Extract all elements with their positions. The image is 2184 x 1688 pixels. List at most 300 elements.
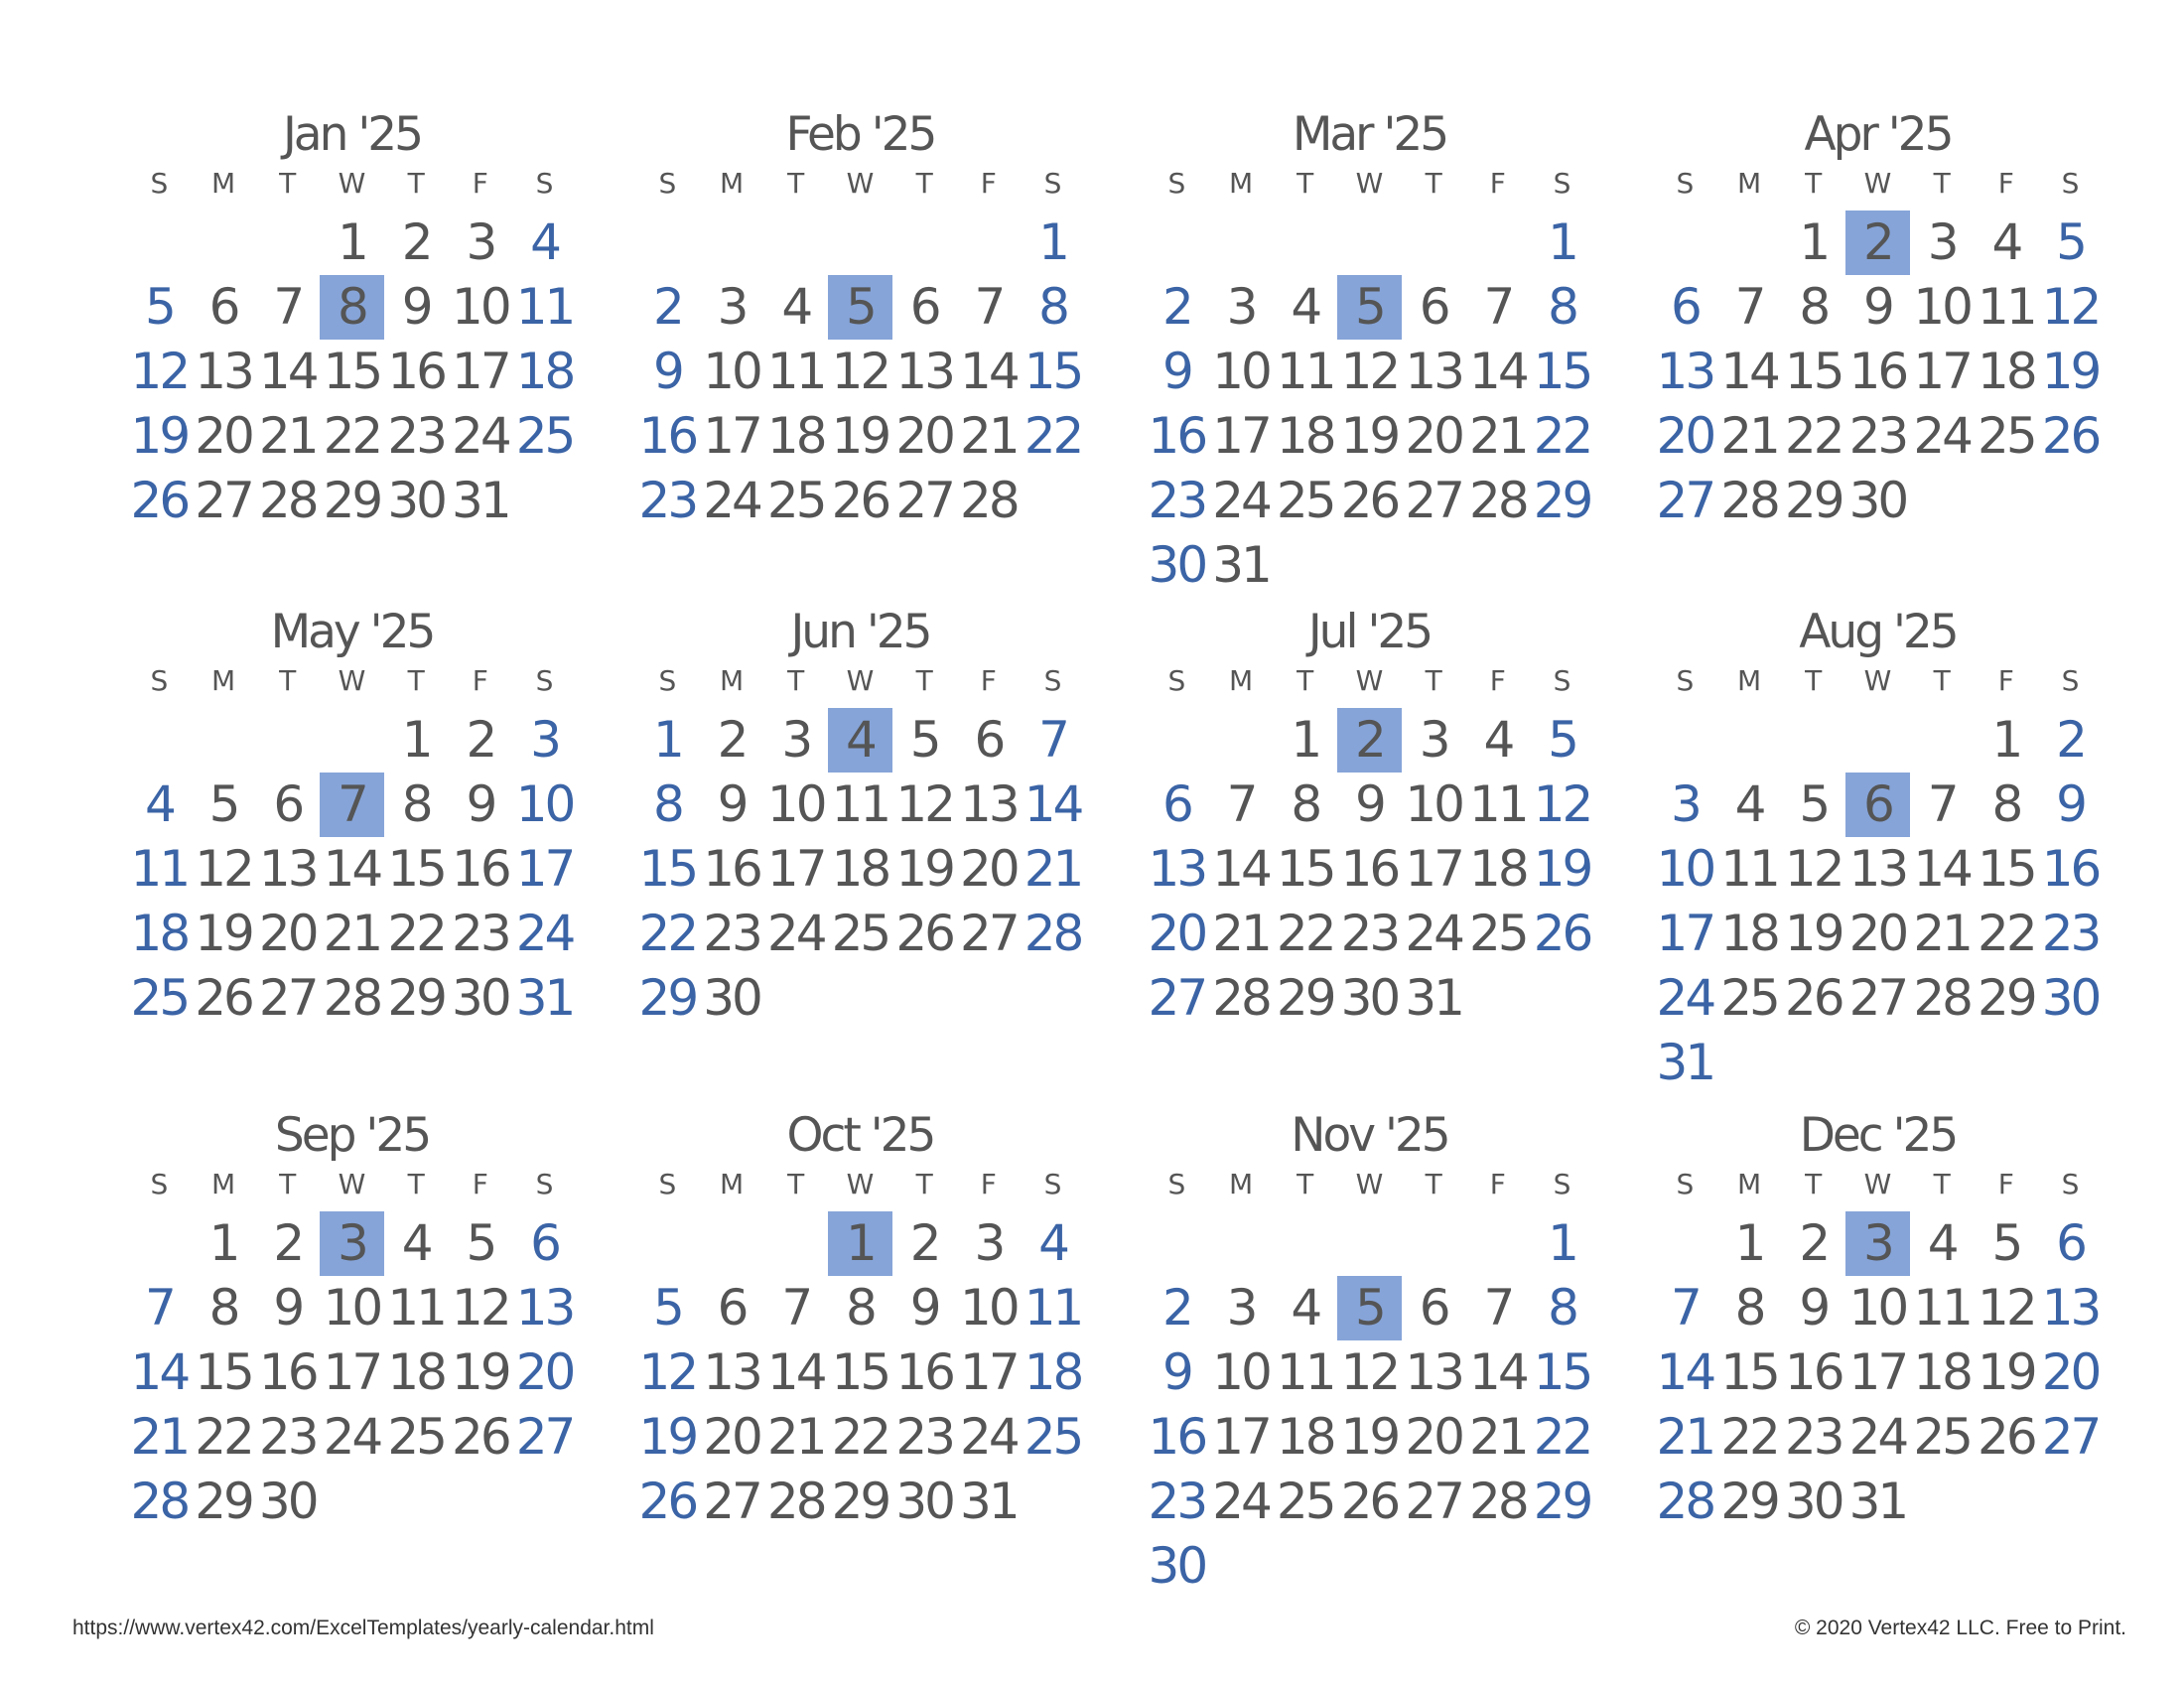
- day-cell: 22: [323, 407, 381, 465]
- day-cell: 15: [638, 840, 697, 898]
- day-cell: 13: [2041, 1279, 2100, 1336]
- day-cell: 11: [1276, 343, 1334, 400]
- day-cell: 2: [466, 711, 495, 769]
- day-cell: 17: [515, 840, 574, 898]
- day-cell: 3: [781, 711, 811, 769]
- day-cell: 15: [387, 840, 445, 898]
- weekday-label: M: [1228, 1168, 1254, 1200]
- day-cell: 13: [703, 1343, 760, 1401]
- weekday-label: T: [787, 167, 805, 200]
- day-cell: 5: [2056, 213, 2085, 271]
- day-cell: 28: [1913, 969, 1971, 1027]
- weekday-label: S: [535, 1168, 554, 1200]
- day-cell: 11: [1024, 1279, 1082, 1336]
- day-cell: 31: [452, 472, 509, 529]
- weekday-label: T: [1425, 167, 1442, 200]
- day-cell: 6: [1419, 1279, 1448, 1336]
- day-cell: 27: [195, 472, 252, 529]
- day-cell: 11: [1978, 278, 2035, 336]
- weekday-label: W: [1355, 167, 1384, 200]
- month-title: Nov '25: [1291, 1108, 1448, 1163]
- weekday-header: [635, 164, 1085, 204]
- day-cell: 10: [766, 775, 825, 833]
- day-cell: 27: [960, 905, 1018, 962]
- day-cell: 23: [2041, 905, 2100, 962]
- day-cell: 18: [1276, 407, 1334, 465]
- day-cell: 23: [258, 1408, 317, 1466]
- weekday-label: T: [407, 664, 425, 697]
- day-cell: 25: [766, 472, 825, 529]
- weekday-label: S: [1043, 664, 1062, 697]
- highlighted-day: 2: [1337, 708, 1402, 773]
- weekday-label: M: [719, 167, 745, 200]
- day-cell: 19: [1978, 1343, 2035, 1401]
- weekday-label: T: [1425, 664, 1442, 697]
- day-cell: 29: [323, 472, 381, 529]
- day-cell: 30: [1784, 1473, 1843, 1530]
- weekday-label: W: [846, 1168, 875, 1200]
- day-cell: 27: [1148, 969, 1206, 1027]
- day-cell: 2: [1161, 278, 1191, 336]
- day-cell: 17: [323, 1343, 381, 1401]
- day-cell: 2: [273, 1214, 303, 1272]
- weekday-label: S: [150, 664, 169, 697]
- weekday-header: [1653, 164, 2103, 204]
- day-cell: 11: [766, 343, 825, 400]
- day-cell: 31: [1405, 969, 1462, 1027]
- day-cell: 23: [387, 407, 445, 465]
- month-title: Jul '25: [1307, 605, 1432, 659]
- weekday-label: M: [210, 664, 236, 697]
- weekday-label: W: [1863, 1168, 1892, 1200]
- day-cell: 21: [1469, 407, 1527, 465]
- day-cell: 22: [1533, 407, 1591, 465]
- day-cell: 17: [1212, 1408, 1270, 1466]
- day-cell: 7: [1038, 711, 1067, 769]
- day-cell: 9: [1863, 278, 1892, 336]
- day-cell: 29: [1276, 969, 1334, 1027]
- month-title: Mar '25: [1292, 107, 1447, 162]
- weekday-label: S: [1043, 1168, 1062, 1200]
- day-cell: 11: [515, 278, 574, 336]
- day-cell: 12: [195, 840, 252, 898]
- weekday-label: T: [1297, 664, 1314, 697]
- day-cell: 10: [960, 1279, 1018, 1336]
- day-cell: 11: [1720, 840, 1778, 898]
- day-cell: 5: [144, 278, 174, 336]
- day-cell: 6: [208, 278, 238, 336]
- day-cell: 11: [1469, 775, 1527, 833]
- day-cell: 10: [703, 343, 760, 400]
- weekday-label: M: [1736, 167, 1762, 200]
- weekday-header: [635, 661, 1085, 701]
- weekday-label: W: [338, 1168, 366, 1200]
- weekday-label: W: [846, 664, 875, 697]
- day-cell: 13: [1405, 1343, 1462, 1401]
- weekday-label: F: [1489, 664, 1506, 697]
- day-cell: 22: [1024, 407, 1082, 465]
- weekday-label: S: [1676, 664, 1695, 697]
- day-cell: 22: [1720, 1408, 1778, 1466]
- day-cell: 19: [831, 407, 889, 465]
- day-cell: 23: [895, 1408, 953, 1466]
- day-cell: 1: [1548, 213, 1576, 271]
- day-cell: 11: [831, 775, 889, 833]
- weekday-label: T: [1933, 167, 1951, 200]
- day-cell: 30: [258, 1473, 317, 1530]
- day-cell: 6: [2056, 1214, 2085, 1272]
- day-cell: 16: [1148, 1408, 1206, 1466]
- day-cell: 29: [1784, 472, 1843, 529]
- weekday-header: [1653, 661, 2103, 701]
- day-cell: 1: [208, 1214, 238, 1272]
- day-cell: 16: [452, 840, 509, 898]
- day-cell: 13: [258, 840, 317, 898]
- day-cell: 21: [766, 1408, 825, 1466]
- weekday-label: T: [915, 1168, 933, 1200]
- day-cell: 28: [258, 472, 317, 529]
- day-cell: 14: [258, 343, 317, 400]
- weekday-label: S: [1167, 1168, 1186, 1200]
- day-cell: 14: [1469, 1343, 1527, 1401]
- day-cell: 27: [703, 1473, 760, 1530]
- day-cell: 28: [130, 1473, 189, 1530]
- day-cell: 24: [703, 472, 760, 529]
- day-cell: 27: [1405, 472, 1462, 529]
- day-cell: 18: [130, 905, 189, 962]
- day-cell: 8: [1991, 775, 2021, 833]
- day-cell: 20: [1148, 905, 1206, 962]
- highlighted-day: 5: [1337, 275, 1402, 340]
- day-cell: 4: [1927, 1214, 1957, 1272]
- day-cell: 12: [452, 1279, 509, 1336]
- day-cell: 8: [846, 1279, 875, 1336]
- day-cell: 29: [1533, 472, 1591, 529]
- day-cell: 5: [1548, 711, 1576, 769]
- day-cell: 28: [1024, 905, 1082, 962]
- weekday-label: M: [1736, 664, 1762, 697]
- day-cell: 13: [895, 343, 953, 400]
- day-cell: 19: [1784, 905, 1843, 962]
- day-cell: 19: [1340, 1408, 1399, 1466]
- day-cell: 16: [1148, 407, 1206, 465]
- day-cell: 17: [1656, 905, 1714, 962]
- weekday-label: T: [1933, 1168, 1951, 1200]
- day-cell: 6: [273, 775, 303, 833]
- day-cell: 27: [895, 472, 953, 529]
- day-cell: 16: [258, 1343, 317, 1401]
- day-cell: 17: [1848, 1343, 1907, 1401]
- day-cell: 24: [766, 905, 825, 962]
- weekday-label: T: [915, 167, 933, 200]
- day-cell: 17: [1913, 343, 1971, 400]
- day-cell: 6: [909, 278, 939, 336]
- day-cell: 15: [1720, 1343, 1778, 1401]
- day-cell: 29: [1978, 969, 2035, 1027]
- day-cell: 23: [1848, 407, 1907, 465]
- day-cell: 22: [1978, 905, 2035, 962]
- weekday-label: S: [535, 664, 554, 697]
- day-cell: 20: [515, 1343, 574, 1401]
- day-cell: 14: [766, 1343, 825, 1401]
- day-cell: 22: [638, 905, 697, 962]
- day-cell: 15: [831, 1343, 889, 1401]
- weekday-label: W: [1863, 664, 1892, 697]
- day-cell: 24: [515, 905, 574, 962]
- weekday-label: F: [1489, 167, 1506, 200]
- day-cell: 7: [144, 1279, 174, 1336]
- weekday-label: T: [407, 1168, 425, 1200]
- day-cell: 1: [401, 711, 431, 769]
- weekday-label: T: [1805, 167, 1823, 200]
- day-cell: 2: [401, 213, 431, 271]
- weekday-header: [127, 661, 577, 701]
- day-cell: 19: [130, 407, 189, 465]
- weekday-label: S: [535, 167, 554, 200]
- highlighted-day: 6: [1845, 773, 1910, 837]
- day-cell: 17: [703, 407, 760, 465]
- day-cell: 22: [1276, 905, 1334, 962]
- day-cell: 22: [195, 1408, 252, 1466]
- day-cell: 20: [703, 1408, 760, 1466]
- day-cell: 4: [1991, 213, 2021, 271]
- day-cell: 26: [1533, 905, 1591, 962]
- day-cell: 4: [530, 213, 559, 271]
- day-cell: 26: [452, 1408, 509, 1466]
- day-cell: 8: [1038, 278, 1067, 336]
- day-cell: 16: [1340, 840, 1399, 898]
- day-cell: 28: [766, 1473, 825, 1530]
- day-cell: 15: [1533, 1343, 1591, 1401]
- month-title: May '25: [270, 605, 434, 659]
- weekday-label: W: [846, 167, 875, 200]
- day-cell: 13: [1405, 343, 1462, 400]
- weekday-label: F: [472, 167, 488, 200]
- day-cell: 7: [1226, 775, 1256, 833]
- day-cell: 5: [1799, 775, 1829, 833]
- day-cell: 10: [1212, 343, 1270, 400]
- weekday-label: T: [1805, 664, 1823, 697]
- day-cell: 21: [1720, 407, 1778, 465]
- weekday-label: T: [279, 167, 297, 200]
- day-cell: 21: [323, 905, 381, 962]
- day-cell: 12: [1340, 1343, 1399, 1401]
- day-cell: 13: [515, 1279, 574, 1336]
- day-cell: 12: [895, 775, 953, 833]
- weekday-label: T: [407, 167, 425, 200]
- day-cell: 28: [1720, 472, 1778, 529]
- weekday-label: T: [1933, 664, 1951, 697]
- day-cell: 7: [974, 278, 1004, 336]
- day-cell: 18: [1720, 905, 1778, 962]
- weekday-label: W: [338, 664, 366, 697]
- day-cell: 28: [1469, 472, 1527, 529]
- weekday-label: W: [338, 167, 366, 200]
- day-cell: 21: [1024, 840, 1082, 898]
- weekday-label: T: [1297, 167, 1314, 200]
- day-cell: 19: [195, 905, 252, 962]
- day-cell: 7: [1927, 775, 1957, 833]
- day-cell: 23: [638, 472, 697, 529]
- day-cell: 14: [960, 343, 1018, 400]
- weekday-header: [635, 1165, 1085, 1204]
- day-cell: 21: [960, 407, 1018, 465]
- day-cell: 20: [960, 840, 1018, 898]
- day-cell: 24: [1656, 969, 1714, 1027]
- day-cell: 25: [1276, 472, 1334, 529]
- day-cell: 26: [1784, 969, 1843, 1027]
- day-cell: 3: [1670, 775, 1700, 833]
- day-cell: 4: [781, 278, 811, 336]
- day-cell: 3: [1226, 278, 1256, 336]
- day-cell: 7: [1670, 1279, 1700, 1336]
- day-cell: 11: [1276, 1343, 1334, 1401]
- day-cell: 5: [466, 1214, 495, 1272]
- day-cell: 24: [1212, 472, 1270, 529]
- day-cell: 8: [1548, 1279, 1576, 1336]
- weekday-label: S: [150, 1168, 169, 1200]
- day-cell: 20: [1656, 407, 1714, 465]
- day-cell: 8: [1291, 775, 1320, 833]
- weekday-label: W: [1355, 1168, 1384, 1200]
- highlighted-day: 2: [1845, 211, 1910, 275]
- day-cell: 9: [1355, 775, 1384, 833]
- day-cell: 30: [1148, 1537, 1206, 1595]
- day-cell: 3: [530, 711, 559, 769]
- weekday-label: S: [658, 1168, 677, 1200]
- day-cell: 19: [895, 840, 953, 898]
- weekday-label: T: [1297, 1168, 1314, 1200]
- day-cell: 26: [130, 472, 189, 529]
- weekday-label: M: [1228, 664, 1254, 697]
- weekday-label: S: [1167, 167, 1186, 200]
- day-cell: 26: [1978, 1408, 2035, 1466]
- month-title: Jun '25: [790, 605, 930, 659]
- day-cell: 10: [323, 1279, 381, 1336]
- day-cell: 20: [258, 905, 317, 962]
- day-cell: 18: [1913, 1343, 1971, 1401]
- day-cell: 31: [1848, 1473, 1907, 1530]
- day-cell: 17: [452, 343, 509, 400]
- day-cell: 16: [703, 840, 760, 898]
- day-cell: 31: [1656, 1034, 1714, 1091]
- day-cell: 5: [208, 775, 238, 833]
- day-cell: 25: [130, 969, 189, 1027]
- day-cell: 29: [195, 1473, 252, 1530]
- day-cell: 2: [652, 278, 682, 336]
- day-cell: 1: [1799, 213, 1829, 271]
- weekday-label: T: [787, 664, 805, 697]
- month-title: Apr '25: [1804, 107, 1952, 162]
- day-cell: 10: [1405, 775, 1462, 833]
- day-cell: 23: [1784, 1408, 1843, 1466]
- day-cell: 9: [273, 1279, 303, 1336]
- day-cell: 15: [1784, 343, 1843, 400]
- day-cell: 13: [1848, 840, 1907, 898]
- day-cell: 2: [717, 711, 747, 769]
- day-cell: 16: [638, 407, 697, 465]
- day-cell: 18: [1469, 840, 1527, 898]
- day-cell: 18: [766, 407, 825, 465]
- day-cell: 2: [1799, 1214, 1829, 1272]
- highlighted-day: 3: [1845, 1211, 1910, 1276]
- day-cell: 3: [466, 213, 495, 271]
- day-cell: 14: [323, 840, 381, 898]
- day-cell: 25: [1978, 407, 2035, 465]
- weekday-label: S: [1553, 167, 1571, 200]
- day-cell: 20: [1848, 905, 1907, 962]
- day-cell: 27: [1848, 969, 1907, 1027]
- day-cell: 6: [530, 1214, 559, 1272]
- day-cell: 9: [401, 278, 431, 336]
- weekday-label: M: [719, 1168, 745, 1200]
- day-cell: 8: [208, 1279, 238, 1336]
- day-cell: 25: [1276, 1473, 1334, 1530]
- day-cell: 22: [1784, 407, 1843, 465]
- day-cell: 25: [515, 407, 574, 465]
- day-cell: 3: [1419, 711, 1448, 769]
- day-cell: 1: [1991, 711, 2021, 769]
- day-cell: 26: [638, 1473, 697, 1530]
- day-cell: 13: [195, 343, 252, 400]
- day-cell: 24: [1848, 1408, 1907, 1466]
- day-cell: 7: [1483, 1279, 1513, 1336]
- day-cell: 15: [1533, 343, 1591, 400]
- day-cell: 7: [781, 1279, 811, 1336]
- day-cell: 18: [515, 343, 574, 400]
- highlighted-day: 8: [320, 275, 384, 340]
- weekday-label: S: [1553, 664, 1571, 697]
- day-cell: 21: [1212, 905, 1270, 962]
- day-cell: 14: [1656, 1343, 1714, 1401]
- day-cell: 12: [1784, 840, 1843, 898]
- day-cell: 11: [1913, 1279, 1971, 1336]
- weekday-label: S: [1167, 664, 1186, 697]
- weekday-label: F: [980, 1168, 997, 1200]
- day-cell: 4: [1483, 711, 1513, 769]
- day-cell: 20: [1405, 1408, 1462, 1466]
- day-cell: 23: [703, 905, 760, 962]
- day-cell: 11: [387, 1279, 445, 1336]
- day-cell: 31: [1212, 536, 1270, 594]
- day-cell: 11: [130, 840, 189, 898]
- day-cell: 18: [387, 1343, 445, 1401]
- day-cell: 12: [1533, 775, 1591, 833]
- weekday-header: [1145, 164, 1594, 204]
- day-cell: 17: [1405, 840, 1462, 898]
- month-title: Sep '25: [274, 1108, 430, 1163]
- day-cell: 26: [895, 905, 953, 962]
- day-cell: 6: [974, 711, 1004, 769]
- day-cell: 22: [831, 1408, 889, 1466]
- day-cell: 15: [1978, 840, 2035, 898]
- day-cell: 16: [1848, 343, 1907, 400]
- month-title: Jan '25: [282, 107, 422, 162]
- day-cell: 4: [1038, 1214, 1067, 1272]
- day-cell: 28: [960, 472, 1018, 529]
- day-cell: 30: [1848, 472, 1907, 529]
- day-cell: 2: [2056, 711, 2085, 769]
- day-cell: 29: [638, 969, 697, 1027]
- weekday-label: T: [915, 664, 933, 697]
- highlighted-day: 7: [320, 773, 384, 837]
- day-cell: 10: [1212, 1343, 1270, 1401]
- weekday-label: W: [1355, 664, 1384, 697]
- day-cell: 24: [452, 407, 509, 465]
- day-cell: 9: [1799, 1279, 1829, 1336]
- day-cell: 9: [1161, 343, 1191, 400]
- day-cell: 24: [1913, 407, 1971, 465]
